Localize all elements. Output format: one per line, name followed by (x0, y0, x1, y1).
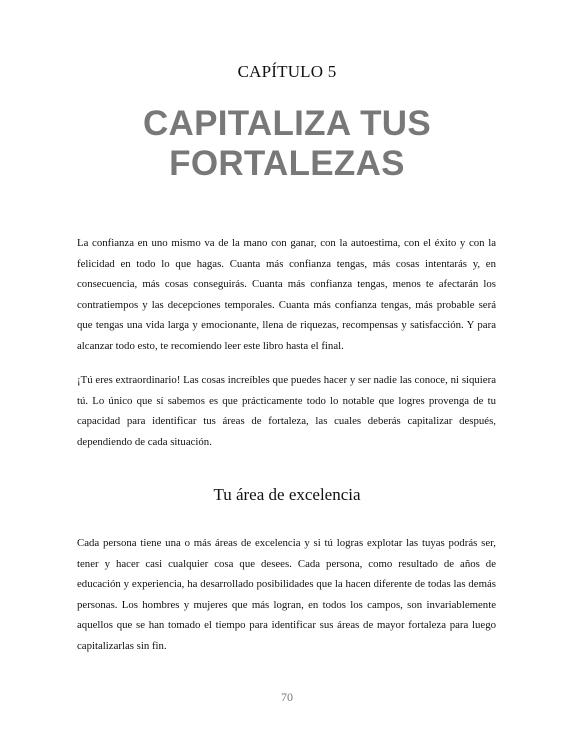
chapter-title (0, 104, 574, 184)
body-paragraph-3: Cada persona tiene una o más áreas de excelencia y si tú logras explotar las tuyas podrás ser, tener y hacer casi cualquier cosa que desees. Cada persona, como resultado de años de educación y experiencia, ha desarrollado posibilidades que la hacen diferente de todas las demás personas. Los hombres y mujeres que más logran, en todos los campos, son invariablemente aquellos que se han tomado el tiempo para identificar sus áreas de mayor fortaleza para luego capitalizarlas sin fin. (77, 537, 496, 652)
chapter-title-line-2: FORTALEZAS (169, 144, 405, 183)
body-paragraph-1: La confianza en uno mismo va de la mano con ganar, con la autoestima, con el éxito y con la felicidad en todo lo que hagas. Cuanta más confianza tengas, más cosas intentarás y, en consecuencia, más cosas conseguirás. Cuanta más confianza tengas, menos te afectarán los contratiempos y las decepciones temporales. Cuanta más confianza tengas, más probable será que tengas una vida larga y emocionante, llena de riquezas, recompensas y satisfacción. Y para alcanzar todo esto, te recomiendo leer este libro hasta el final. (77, 237, 496, 352)
chapter-title-line-1: CAPITALIZA TUS (142, 104, 432, 143)
page-number: 70 (281, 690, 293, 704)
body-paragraph-2: ¡Tú eres extraordinario! Las cosas increíbles que puedes hacer y ser nadie las conoce, ni siquiera tú. Lo único que sí sabemos es que prácticamente todo lo notable que logres provenga de tu capacidad para identificar tus áreas de fortaleza, las cuales deberás capitalizar después, dependiendo de cada situación. (77, 374, 496, 448)
section-heading: Tu área de excelencia (213, 485, 361, 504)
chapter-label: CAPÍTULO 5 (237, 62, 337, 81)
